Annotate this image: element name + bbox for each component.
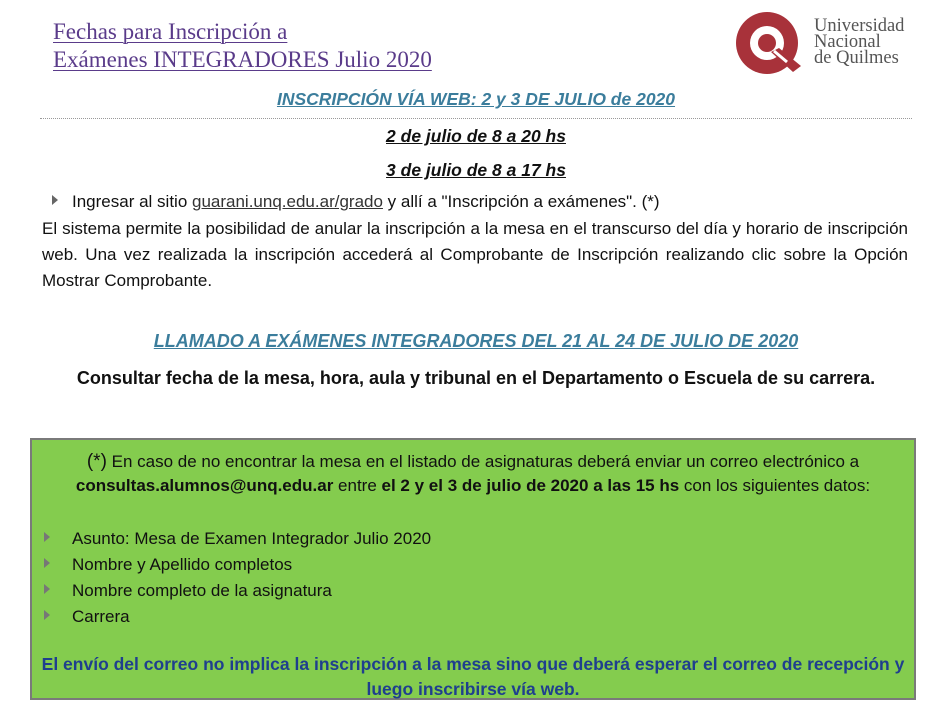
support-email[interactable]: consultas.alumnos@unq.edu.ar [75,476,334,495]
title-line-1: Fechas para Inscripción a [53,19,288,44]
site-bullet [52,192,660,212]
email-note-box [30,438,916,700]
consult-instruction: Consultar fecha de la mesa, hora, aula y tribunal en el Departamento o Escuela de su carrera. [76,368,876,388]
bullet-arrow-icon [52,195,58,205]
logo-line-2: Nacional [814,32,881,52]
logo-line-1: Universidad [814,16,905,36]
bullet-arrow-icon [44,610,50,620]
logo-line-3: de Quilmes [814,48,899,68]
note-text-2: entre [333,476,382,495]
q-seal-icon [727,10,809,76]
final-notice: El envío del correo no implica la inscripción a la mesa sino que deberá esperar el correo de recepción y luego inscribirse vía web. [41,654,905,699]
exam-call-heading: LLAMADO A EXÁMENES INTEGRADORES DEL 21 AL 24 DE JULIO DE 2020 [153,331,799,351]
date-line-1: 2 de julio de 8 a 20 hs [386,126,566,146]
list-item-label: Asunto: Mesa de Examen Integrador Julio 2020 [72,529,432,548]
note-text-1: En caso de no encontrar la mesa en el listado de asignaturas deberá enviar un correo electrónico a [106,452,860,471]
list-item-label: Nombre completo de la asignatura [72,581,332,600]
note-star: (*) [86,451,107,472]
guarani-link[interactable]: guarani.unq.edu.ar/grado [192,192,383,211]
date-line-2: 3 de julio de 8 a 17 hs [386,160,566,180]
note-dates: el 2 y el 3 de julio de 2020 a las 15 hs [381,476,680,495]
required-data-list [44,526,431,630]
bullet-arrow-icon [44,584,50,594]
bullet-arrow-icon [44,532,50,542]
note-text-3: con los siguientes datos: [679,476,871,495]
university-logo [727,10,942,76]
bullet-arrow-icon [44,558,50,568]
list-item [44,604,431,630]
list-item [44,552,431,578]
note-intro [32,450,914,498]
title-line-2: Exámenes INTEGRADORES Julio 2020 [53,47,432,72]
list-item-label: Nombre y Apellido completos [72,555,293,574]
logo-text [814,18,904,66]
system-paragraph: El sistema permite la posibilidad de anular la inscripción a la mesa en el transcurso del día y horario de inscripción web. Una vez realizada la inscripción accederá al Comprobante de Inscripción realizando clic sobre la Opción Mostrar Comprobante. [42,219,908,290]
list-item-label: Carrera [72,607,130,626]
page-title [53,18,432,74]
web-inscription-heading: INSCRIPCIÓN VÍA WEB: 2 y 3 DE JULIO de 2020 [276,89,676,109]
bullet-post-text: y allí a "Inscripción a exámenes". (*) [382,192,660,211]
list-item [44,526,431,552]
dotted-divider [40,118,912,119]
bullet-pre-text: Ingresar al sitio [72,192,192,211]
list-item [44,578,431,604]
